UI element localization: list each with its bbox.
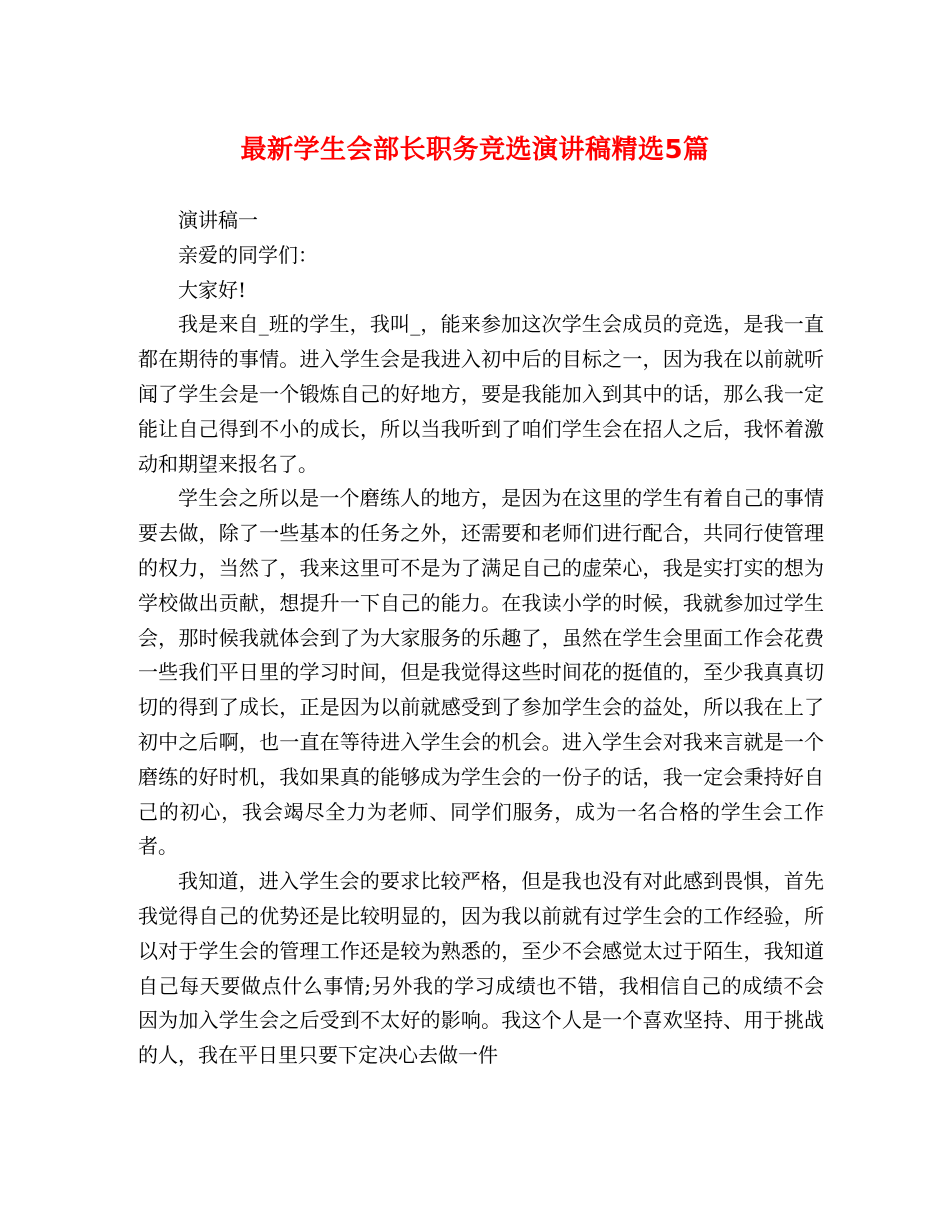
paragraph: 我是来自_班的学生，我叫_，能来参加这次学生会成员的竞选，是我一直都在期待的事情。进入学生会是我进入初中后的目标之一，因为我在以前就听闻了学生会是一个锻炼自己的好地方，要是我能加入到其中的话，那么我一定能让自己得到不小的成长，所以当我听到了咱们学生会在招人之后，我怀着激动和期望来报名了。 — [138, 312, 824, 476]
paragraph: 学生会之所以是一个磨练人的地方，是因为在这里的学生有着自己的事情要去做，除了一些基本的任务之外，还需要和老师们进行配合，共同行使管理的权力，当然了，我来这里可不是为了满足自己的虚荣心，我是实打实的想为学校做出贡献，想提升一下自己的能力。在我读小学的时候，我就参加过学生会，那时候我就体会到了为大家服务的乐趣了，虽然在学生会里面工作会花费一些我们平日里的学习时间，但是我觉得这些时间花的挺值的，至少我真真切切的得到了成长，正是因为以前就感受到了参加学生会的益处，所以我在上了初中之后啊，也一直在等待进入学生会的机会。进入学生会对我来言就是一个磨练的好时机，我如果真的能够成为学生会的一份子的话，我一定会秉持好自己的初心，我会竭尽全力为老师、同学们服务，成为一名合格的学生会工作者。 — [138, 486, 824, 859]
paragraph-salutation: 亲爱的同学们： — [178, 242, 318, 267]
document-title: 最新学生会部长职务竞选演讲稿精选5篇 — [240, 135, 710, 165]
document-body — [138, 203, 824, 1073]
paragraph-greeting: 大家好! — [178, 277, 247, 302]
paragraph-heading: 演讲稿一 — [178, 208, 258, 232]
paragraph: 我知道，进入学生会的要求比较严格，但是我也没有对此感到畏惧，首先我觉得自己的优势还是比较明显的，因为我以前就有过学生会的工作经验，所以对于学生会的管理工作还是较为熟悉的，至少不会感觉太过于陌生，我知道自己每天要做点什么事情;另外我的学习成绩也不错，我相信自己的成绩不会因为加入学生会之后受到不太好的影响。我这个人是一个喜欢坚持、用于挑战的人，我在平日里只要下定决心去做一件 — [138, 869, 824, 1068]
